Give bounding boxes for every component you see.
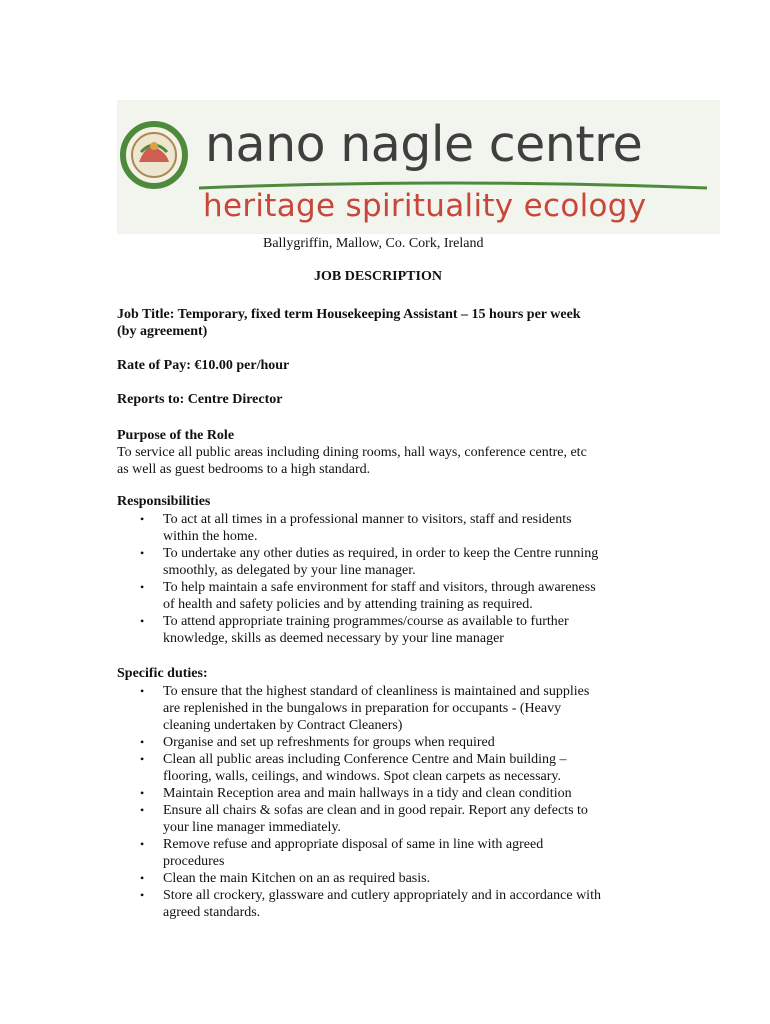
- purpose-section: [117, 427, 657, 478]
- bullet-icon: •: [140, 684, 145, 698]
- job-title-line-2: (by agreement): [117, 324, 208, 339]
- list-item: • Ensure all chairs & sofas are clean and in good repair. Report any defects to your line manager immediately.: [140, 803, 588, 835]
- job-title: [117, 306, 657, 340]
- logo-tagline: heritage spirituality ecology: [203, 188, 647, 224]
- list-item: • Clean all public areas including Conference Centre and Main building – flooring, walls, ceilings, and windows. Spot clean carpets as necessary.: [140, 752, 567, 784]
- bullet-icon: •: [140, 512, 145, 526]
- responsibilities-list: [117, 511, 677, 647]
- bullet-icon: •: [140, 837, 145, 851]
- list-item: • To undertake any other duties as required, in order to keep the Centre running smoothly, as delegated by your line manager.: [140, 546, 599, 578]
- purpose-heading: Purpose of the Role: [117, 428, 235, 443]
- list-item: • To ensure that the highest standard of cleanliness is maintained and supplies are replenished in the bungalows in preparation for occupants - (Heavy cleaning undertaken by Contract Cleaners): [140, 684, 590, 733]
- list-item: • Store all crockery, glassware and cutlery appropriately and in accordance with agreed standards.: [140, 888, 601, 920]
- specific-duties-list: [117, 683, 677, 921]
- bullet-icon: •: [140, 546, 145, 560]
- list-item: • To attend appropriate training programmes/course as available to further knowledge, skills as deemed necessary by your line manager: [140, 614, 569, 646]
- bullet-icon: •: [140, 786, 145, 800]
- bullet-icon: •: [140, 735, 145, 749]
- document-heading: JOB DESCRIPTION: [314, 269, 442, 284]
- job-title-line-1: Job Title: Temporary, fixed term Housekeeping Assistant – 15 hours per week: [117, 307, 581, 322]
- bullet-icon: •: [140, 614, 145, 628]
- bullet-icon: •: [140, 871, 145, 885]
- specific-duties-heading: Specific duties:: [117, 666, 208, 681]
- list-item: • Maintain Reception area and main hallways in a tidy and clean condition: [140, 786, 572, 801]
- bullet-icon: •: [140, 580, 145, 594]
- reports-to: Reports to: Centre Director: [117, 392, 283, 407]
- list-item: • To act at all times in a professional manner to visitors, staff and residents within the home.: [140, 512, 572, 544]
- list-item: • Clean the main Kitchen on an as required basis.: [140, 871, 431, 886]
- seal-emblem-icon: [123, 124, 185, 186]
- list-item: • Remove refuse and appropriate disposal of same in line with agreed procedures: [140, 837, 544, 869]
- purpose-line-2: as well as guest bedrooms to a high standard.: [117, 462, 371, 477]
- address: Ballygriffin, Mallow, Co. Cork, Ireland: [263, 236, 484, 251]
- responsibilities-heading: Responsibilities: [117, 494, 211, 509]
- bullet-icon: •: [140, 888, 145, 902]
- rate-of-pay: Rate of Pay: €10.00 per/hour: [117, 358, 290, 373]
- list-item: • To help maintain a safe environment for staff and visitors, through awareness of health and safety policies and by attending training as required.: [140, 580, 596, 612]
- logo-title: nano nagle centre: [205, 116, 643, 173]
- bullet-icon: •: [140, 752, 145, 766]
- list-item: • Organise and set up refreshments for groups when required: [140, 735, 495, 750]
- bullet-icon: •: [140, 803, 145, 817]
- nano-nagle-logo: [117, 100, 720, 234]
- purpose-line-1: To service all public areas including dining rooms, hall ways, conference centre, etc: [117, 445, 587, 460]
